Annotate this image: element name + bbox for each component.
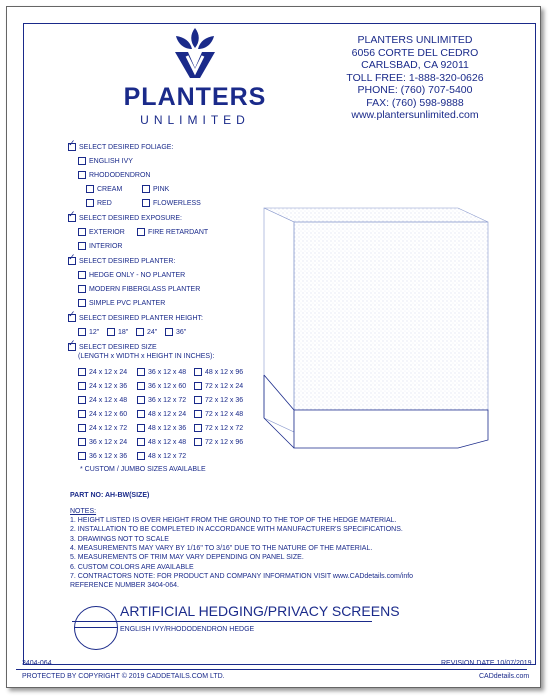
hedge-front (264, 208, 294, 432)
checkbox[interactable] (78, 424, 86, 432)
checkbox[interactable] (137, 382, 145, 390)
note-line: 1. HEIGHT LISTED IS OVER HEIGHT FROM THE GROUND TO THE TOP OF THE HEDGE MATERIAL. (70, 517, 397, 524)
checkbox[interactable] (78, 438, 86, 446)
leaf-logo-icon (120, 22, 270, 82)
checkbox[interactable] (194, 438, 202, 446)
note-line: 6. CUSTOM COLORS ARE AVAILABLE (70, 563, 194, 571)
title-circle (74, 606, 118, 650)
checkbox[interactable] (78, 452, 86, 460)
size-option[interactable]: 36 x 12 x 36 (78, 452, 127, 460)
checkbox[interactable] (78, 157, 86, 165)
hedge-side (294, 222, 488, 410)
option-fire-retardant[interactable]: FIRE RETARDANT (137, 228, 208, 236)
checkbox[interactable] (142, 199, 150, 207)
checkbox[interactable] (78, 242, 86, 250)
drawing-subtitle: ENGLISH IVY/RHODODENDRON HEDGE (120, 626, 255, 633)
note-line: REFERENCE NUMBER 3404-064. (70, 582, 179, 590)
reference-number: 3404-064 (22, 660, 52, 667)
size-option[interactable]: 24 x 12 x 60 (78, 410, 127, 418)
size-subheading: (LENGTH x WIDTH x HEIGHT IN INCHES): (78, 353, 215, 360)
option-hedge-only[interactable]: HEDGE ONLY - NO PLANTER (78, 271, 185, 279)
checkbox[interactable] (78, 171, 86, 179)
size-option[interactable]: 48 x 12 x 48 (137, 438, 186, 446)
checkbox[interactable] (137, 452, 145, 460)
option-height-18[interactable]: 18" (107, 328, 128, 336)
size-option[interactable]: 36 x 12 x 24 (78, 438, 127, 446)
address-line-1: 6056 CORTE DEL CEDRO (351, 46, 479, 59)
checkbox-checked[interactable] (68, 209, 76, 222)
checkbox[interactable] (137, 396, 145, 404)
checkbox[interactable] (78, 299, 86, 307)
checkbox[interactable] (137, 410, 145, 418)
checkbox[interactable] (137, 424, 145, 432)
size-option[interactable]: 48 x 12 x 36 (137, 424, 186, 432)
check-icon: ✓ (68, 209, 76, 219)
option-rhododendron[interactable]: RHODODENDRON (78, 171, 150, 179)
option-pink[interactable]: PINK (142, 185, 169, 193)
foliage-heading: ✓ SELECT DESIRED FOLIAGE: (68, 138, 174, 151)
height-heading: ✓ SELECT DESIRED PLANTER HEIGHT: (68, 309, 203, 322)
contact-block (330, 34, 500, 122)
option-pvc-planter[interactable]: SIMPLE PVC PLANTER (78, 299, 165, 307)
checkbox[interactable] (78, 410, 86, 418)
brand-name: PLANTERS (123, 83, 267, 111)
size-option[interactable]: 72 x 12 x 36 (194, 396, 243, 404)
checkbox[interactable] (165, 328, 173, 336)
site-link[interactable]: CADdetails.com (479, 673, 530, 680)
size-option[interactable]: 72 x 12 x 24 (194, 382, 243, 390)
address-line-2: CARLSBAD, CA 92011 (361, 59, 469, 71)
fax: FAX: (760) 598-9888 (366, 96, 464, 109)
size-option[interactable]: 48 x 12 x 24 (137, 410, 186, 418)
checkbox[interactable] (194, 382, 202, 390)
size-option[interactable]: 24 x 12 x 24 (78, 368, 127, 376)
custom-size-note: * CUSTOM / JUMBO SIZES AVAILABLE (80, 466, 206, 473)
size-option[interactable]: 72 x 12 x 96 (194, 438, 243, 446)
option-cream[interactable]: CREAM (86, 185, 122, 193)
option-exterior[interactable]: EXTERIOR (78, 228, 125, 236)
checkbox[interactable] (86, 199, 94, 207)
revision-date: REVISION DATE 10/07/2019 (441, 660, 532, 667)
hedge-top (264, 208, 488, 222)
checkbox[interactable] (137, 228, 145, 236)
option-height-12[interactable]: 12" (78, 328, 99, 336)
planter-box (294, 410, 488, 448)
phone: PHONE: (760) 707-5400 (357, 84, 473, 96)
size-option[interactable]: 48 x 12 x 96 (194, 368, 243, 376)
check-icon: ✓ (68, 252, 76, 262)
checkbox[interactable] (78, 382, 86, 390)
checkbox-checked[interactable] (68, 309, 76, 322)
note-line: 4. MEASUREMENTS MAY VARY BY 1/16" TO 3/16" DUE TO THE NATURE OF THE MATERIAL. (70, 544, 373, 552)
checkbox-checked[interactable] (68, 252, 76, 265)
checkbox-checked[interactable] (68, 338, 76, 351)
option-english-ivy[interactable]: ENGLISH IVY (78, 157, 133, 165)
option-fiberglass-planter[interactable]: MODERN FIBERGLASS PLANTER (78, 285, 200, 293)
option-flowerless[interactable]: FLOWERLESS (142, 199, 201, 207)
checkbox[interactable] (137, 368, 145, 376)
copyright: PROTECTED BY COPYRIGHT © 2019 CADDETAILS.COM LTD. (22, 673, 225, 680)
check-icon: ✓ (68, 309, 76, 319)
checkbox[interactable] (78, 285, 86, 293)
check-icon: ✓ (68, 338, 76, 348)
planter-heading: ✓ SELECT DESIRED PLANTER: (68, 252, 176, 265)
checkbox[interactable] (194, 410, 202, 418)
checkbox[interactable] (78, 228, 86, 236)
option-height-36[interactable]: 36" (165, 328, 186, 336)
checkbox[interactable] (136, 328, 144, 336)
size-heading: ✓ SELECT DESIRED SIZE (68, 338, 157, 351)
brand-subname: UNLIMITED (140, 113, 250, 127)
size-option[interactable]: 48 x 12 x 72 (137, 452, 186, 460)
size-option[interactable]: 24 x 12 x 48 (78, 396, 127, 404)
checkbox[interactable] (78, 271, 86, 279)
brand-logo (120, 22, 270, 132)
checkbox[interactable] (137, 438, 145, 446)
checkbox[interactable] (194, 424, 202, 432)
checkbox[interactable] (194, 396, 202, 404)
company-name: PLANTERS UNLIMITED (357, 34, 473, 46)
toll-free: TOLL FREE: 1-888-320-0626 (346, 71, 484, 84)
checkbox[interactable] (78, 396, 86, 404)
size-option[interactable]: 72 x 12 x 48 (194, 410, 243, 418)
note-line: 5. MEASUREMENTS OF TRIM MAY VARY DEPENDING ON PANEL SIZE. (70, 554, 304, 562)
checkbox-checked[interactable] (68, 138, 76, 151)
notes-heading: NOTES: (70, 508, 97, 515)
size-option[interactable]: 24 x 12 x 72 (78, 424, 127, 432)
check-icon: ✓ (68, 138, 76, 148)
option-red[interactable]: RED (86, 199, 112, 207)
exposure-heading: ✓ SELECT DESIRED EXPOSURE: (68, 209, 182, 222)
size-option[interactable]: 72 x 12 x 72 (194, 424, 243, 432)
footer-rule (16, 669, 527, 670)
checkbox[interactable] (86, 185, 94, 193)
size-option[interactable]: 36 x 12 x 72 (137, 396, 186, 404)
drawing-title: ARTIFICIAL HEDGING/PRIVACY SCREENS (120, 603, 400, 619)
hedge-drawing (258, 200, 498, 470)
option-interior[interactable]: INTERIOR (78, 242, 122, 250)
option-height-24[interactable]: 24" (136, 328, 157, 336)
checkbox[interactable] (78, 328, 86, 336)
note-line: 3. DRAWINGS NOT TO SCALE (70, 535, 169, 543)
checkbox[interactable] (142, 185, 150, 193)
size-option[interactable]: 24 x 12 x 36 (78, 382, 127, 390)
note-line: 7. CONTRACTORS NOTE: FOR PRODUCT AND COMPANY INFORMATION VISIT www.CADdetails.com/info (70, 572, 414, 580)
size-option[interactable]: 36 x 12 x 48 (137, 368, 186, 376)
size-option[interactable]: 36 x 12 x 60 (137, 382, 186, 390)
part-number: PART NO: AH-BW(SIZE) (70, 492, 150, 499)
title-circle-divider (74, 627, 117, 628)
website: www.plantersunlimited.com (351, 109, 479, 121)
note-line: 2. INSTALLATION TO BE COMPLETED IN ACCORDANCE WITH MANUFACTURER'S SPECIFICATIONS. (70, 526, 403, 534)
title-underline (72, 621, 372, 622)
checkbox[interactable] (107, 328, 115, 336)
checkbox[interactable] (78, 368, 86, 376)
checkbox[interactable] (194, 368, 202, 376)
